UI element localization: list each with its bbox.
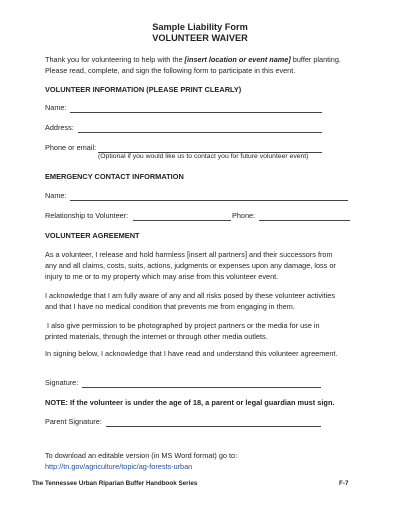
address-field[interactable] (78, 132, 322, 133)
parent-signature-label: Parent Signature: (45, 417, 102, 426)
volunteer-info-heading: VOLUNTEER INFORMATION (PLEASE PRINT CLEARLY) (45, 85, 242, 94)
intro-text-b: buffer planting. (290, 55, 341, 64)
form-subtitle: VOLUNTEER WAIVER (152, 33, 248, 43)
name-field[interactable] (70, 112, 322, 113)
emergency-phone-field[interactable] (259, 220, 350, 221)
emergency-heading: EMERGENCY CONTACT INFORMATION (45, 172, 184, 181)
intro-line-2: Please read, complete, and sign the following form to participate in this event. (45, 66, 296, 75)
agreement-p2-line1: I acknowledge that I am fully aware of any and all risks posed by these volunteer activities (45, 291, 336, 300)
event-placeholder: [insert location or event name] (184, 55, 291, 64)
agreement-p3-line1: I also give permission to be photographed by project partners or the media for use in (45, 321, 320, 330)
agreement-p2-line2: and that I have no medical condition that prevents me from engaging in them. (45, 302, 295, 311)
relationship-field[interactable] (133, 220, 231, 221)
relationship-label: Relationship to Volunteer: (45, 211, 129, 220)
contact-note: (Optional if you would like us to contact you for future volunteer event) (98, 153, 309, 160)
agreement-p4: In signing below, I acknowledge that I have read and understand this volunteer agreement. (45, 349, 338, 358)
intro-line-1 (45, 55, 341, 66)
emergency-phone-label: Phone: (232, 211, 256, 220)
emergency-name-field[interactable] (70, 200, 348, 201)
minor-note: NOTE: If the volunteer is under the age of 18, a parent or legal guardian must sign. (45, 398, 335, 407)
signature-field[interactable] (82, 387, 321, 388)
footer-page-number: F-7 (339, 480, 349, 487)
signature-label: Signature: (45, 378, 79, 387)
agreement-p1-line3: injury to me or to my property which may arise from this volunteer event. (45, 272, 279, 281)
agreement-p1-line1: As a volunteer, I release and hold harmless [insert all partners] and their successors from (45, 250, 333, 259)
emergency-name-label: Name: (45, 191, 67, 200)
address-label: Address: (45, 123, 74, 132)
intro-text-a: Thank you for volunteering to help with the (45, 55, 185, 64)
agreement-p3-line2: printed materials, through the internet or through other media outlets. (45, 332, 268, 341)
agreement-heading: VOLUNTEER AGREEMENT (45, 231, 140, 240)
form-title: Sample Liability Form (152, 22, 248, 32)
download-link[interactable]: http://tn.gov/agriculture/topic/ag-forests-urban (45, 462, 193, 471)
contact-label: Phone or email: (45, 143, 97, 152)
parent-signature-field[interactable] (106, 426, 321, 427)
footer-series-title: The Tennessee Urban Riparian Buffer Handbook Series (32, 480, 198, 487)
download-instructions: To download an editable version (in MS Word format) go to: (45, 451, 238, 460)
name-label: Name: (45, 103, 67, 112)
agreement-p1-line2: any and all claims, costs, suits, actions, judgments or expenses upon any damage, loss or (45, 261, 336, 270)
